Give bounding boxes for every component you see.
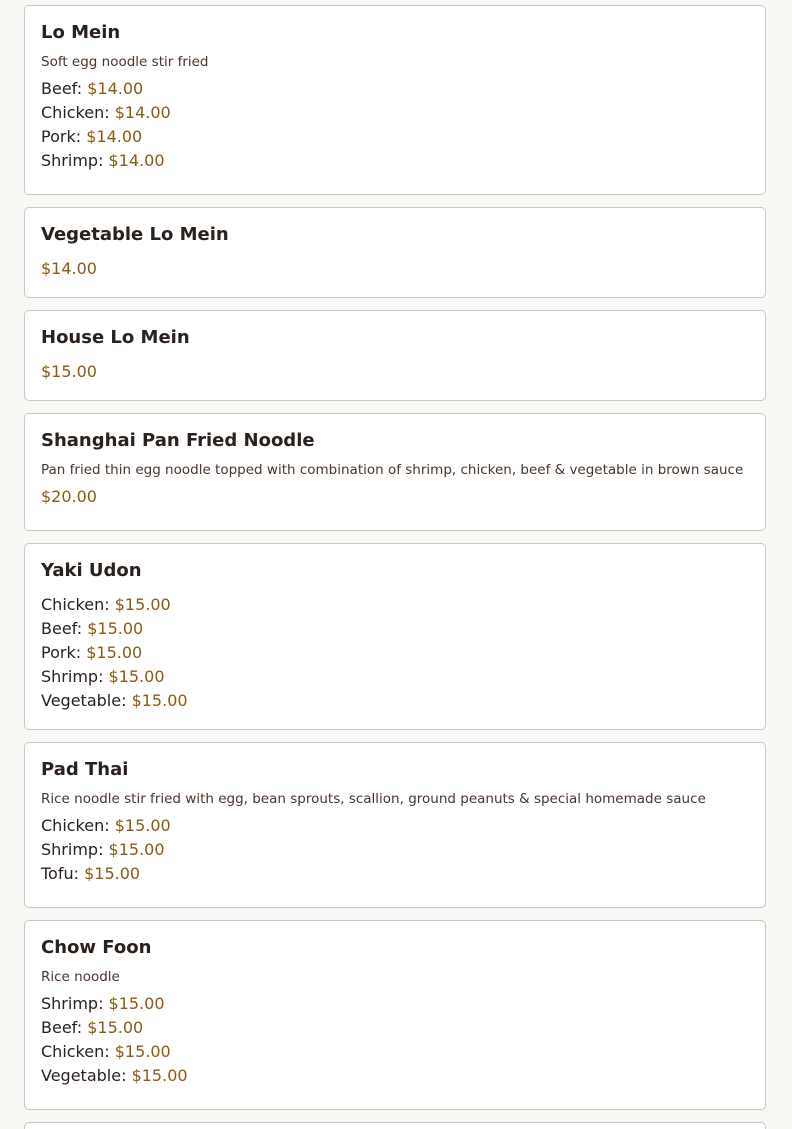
price-label: Tofu:	[41, 864, 80, 883]
price-label: Chicken:	[41, 595, 110, 614]
price-value: $15.00	[84, 864, 141, 883]
price-row	[41, 101, 749, 125]
item-title: Shanghai Pan Fried Noodle	[41, 430, 315, 451]
price-value: $14.00	[114, 103, 171, 122]
price-value: $15.00	[131, 691, 188, 710]
price-value: $15.00	[114, 1042, 171, 1061]
item-title: House Lo Mein	[41, 327, 190, 348]
price-label: Chicken:	[41, 103, 110, 122]
price-value: $15.00	[108, 840, 165, 859]
item-price: $14.00	[41, 259, 97, 278]
price-label: Shrimp:	[41, 994, 104, 1013]
menu-item-card[interactable]	[24, 1122, 766, 1129]
price-label: Shrimp:	[41, 840, 104, 859]
menu-item-card[interactable]	[24, 742, 766, 908]
price-label: Beef:	[41, 1018, 83, 1037]
price-value: $15.00	[87, 619, 144, 638]
price-row	[41, 665, 749, 689]
price-value: $15.00	[86, 643, 143, 662]
item-title: Pad Thai	[41, 759, 129, 780]
price-row	[41, 1064, 749, 1088]
price-row	[41, 593, 749, 617]
price-value: $14.00	[108, 151, 165, 170]
price-list	[41, 77, 749, 173]
price-value: $15.00	[108, 994, 165, 1013]
menu-item-card[interactable]	[24, 920, 766, 1110]
price-value: $15.00	[87, 1018, 144, 1037]
price-label: Shrimp:	[41, 151, 104, 170]
item-description: Soft egg noodle stir fried	[41, 54, 209, 70]
price-row	[41, 149, 749, 173]
item-price: $15.00	[41, 362, 97, 381]
price-list	[41, 593, 749, 713]
price-value: $14.00	[86, 127, 143, 146]
item-title: Lo Mein	[41, 22, 121, 43]
price-label: Pork:	[41, 127, 82, 146]
menu-item-card[interactable]	[24, 413, 766, 531]
price-row	[41, 838, 749, 862]
price-row	[41, 862, 749, 886]
price-value: $15.00	[114, 595, 171, 614]
price-label: Shrimp:	[41, 667, 104, 686]
price-value: $14.00	[87, 79, 144, 98]
price-row	[41, 814, 749, 838]
item-title: Yaki Udon	[41, 560, 142, 581]
item-title: Vegetable Lo Mein	[41, 224, 229, 245]
menu-item-card[interactable]	[24, 310, 766, 401]
price-value: $15.00	[114, 816, 171, 835]
price-row	[41, 617, 749, 641]
price-label: Vegetable:	[41, 691, 127, 710]
item-description: Rice noodle	[41, 969, 120, 985]
price-list	[41, 814, 749, 886]
price-label: Beef:	[41, 619, 83, 638]
price-label: Chicken:	[41, 816, 110, 835]
price-row	[41, 641, 749, 665]
price-row	[41, 1040, 749, 1064]
item-title: Chow Foon	[41, 937, 152, 958]
price-row	[41, 77, 749, 101]
price-label: Beef:	[41, 79, 83, 98]
price-label: Chicken:	[41, 1042, 110, 1061]
item-description: Pan fried thin egg noodle topped with combination of shrimp, chicken, beef & vegetable in brown sauce	[41, 462, 744, 478]
menu-item-card[interactable]	[24, 543, 766, 730]
menu-item-card[interactable]	[24, 207, 766, 298]
price-list	[41, 992, 749, 1088]
menu-item-card[interactable]	[24, 5, 766, 195]
price-row	[41, 992, 749, 1016]
item-price: $20.00	[41, 487, 97, 506]
price-row	[41, 125, 749, 149]
price-value: $15.00	[108, 667, 165, 686]
item-description: Rice noodle stir fried with egg, bean sprouts, scallion, ground peanuts & special homemade sauce	[41, 791, 706, 807]
price-row	[41, 1016, 749, 1040]
price-row	[41, 689, 749, 713]
price-label: Pork:	[41, 643, 82, 662]
price-label: Vegetable:	[41, 1066, 127, 1085]
price-value: $15.00	[131, 1066, 188, 1085]
